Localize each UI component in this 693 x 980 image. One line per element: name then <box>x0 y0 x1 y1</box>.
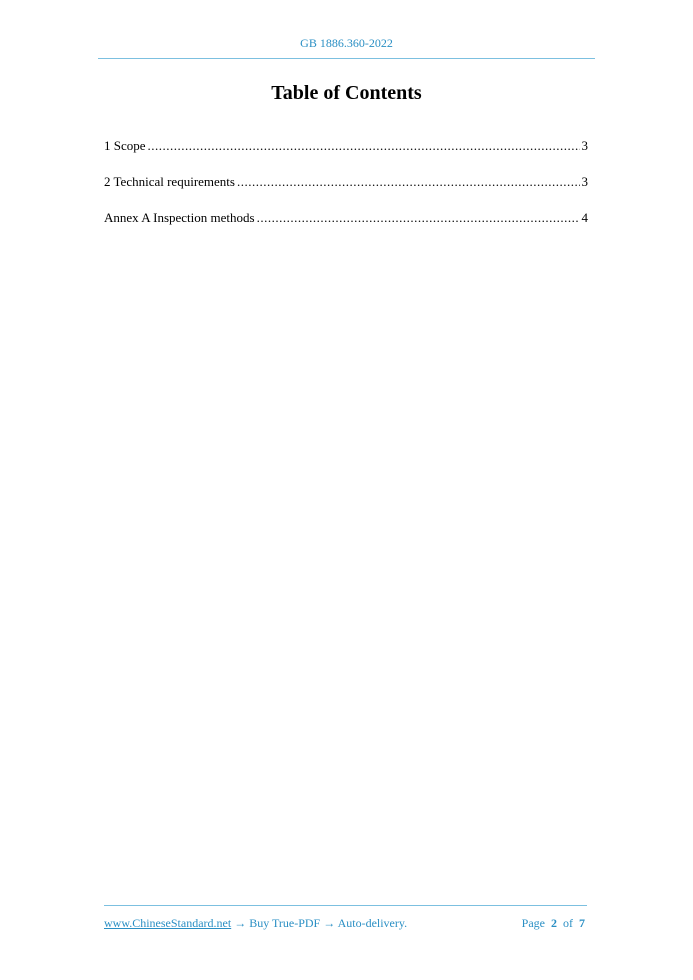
toc-entry-page: 3 <box>581 174 588 189</box>
page-header: GB 1886.360-2022 <box>300 36 393 50</box>
toc-leader-dots <box>148 138 580 154</box>
toc-leader-dots <box>237 174 580 190</box>
footer-promo <box>104 916 407 931</box>
footer-promo-text: → Buy True-PDF → Auto-delivery. <box>231 916 408 930</box>
toc-entry-technical-requirements[interactable] <box>104 174 588 192</box>
page-indicator <box>522 916 585 931</box>
website-link[interactable]: www.ChineseStandard.net <box>104 916 232 930</box>
page-current: 2 <box>551 916 557 930</box>
toc-entry-annex-a[interactable] <box>104 210 588 228</box>
page-total: 7 <box>579 916 585 930</box>
header-divider <box>98 58 595 59</box>
footer-divider <box>104 905 587 906</box>
toc-entry-scope[interactable] <box>104 138 588 156</box>
toc-entry-label[interactable]: 1 Scope <box>104 138 146 153</box>
toc-list <box>104 138 588 246</box>
toc-title: Table of Contents <box>271 82 422 104</box>
toc-entry-label[interactable]: 2 Technical requirements <box>104 174 235 189</box>
toc-leader-dots <box>257 210 580 226</box>
toc-entry-page: 4 <box>581 210 588 225</box>
page-prefix: Page <box>521 916 545 930</box>
toc-entry-page: 3 <box>581 138 588 153</box>
page-of: of <box>563 916 573 930</box>
toc-entry-label[interactable]: Annex A Inspection methods <box>104 210 255 225</box>
